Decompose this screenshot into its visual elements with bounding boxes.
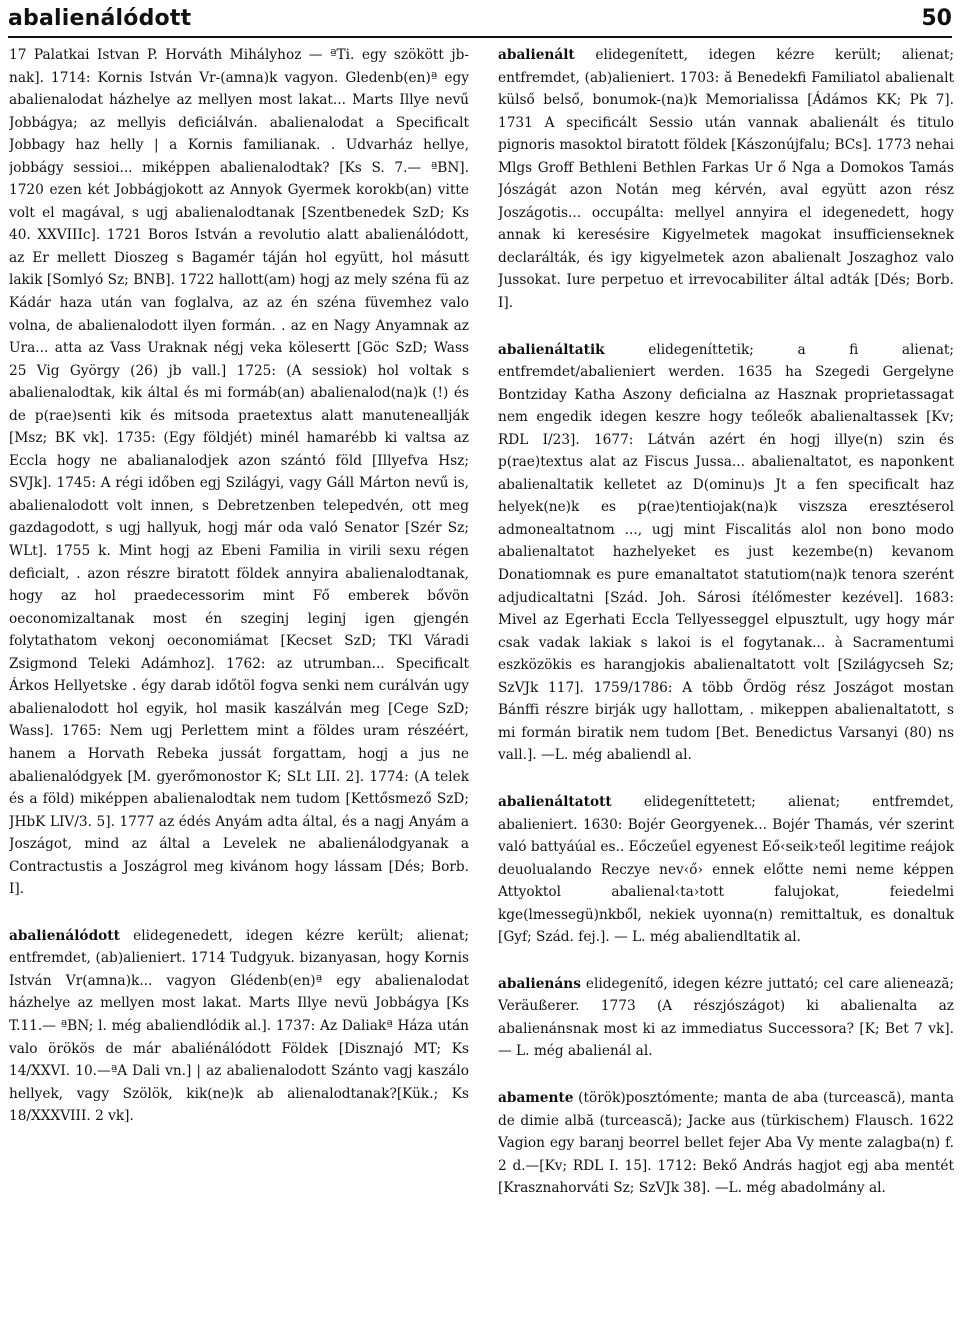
dictionary-entry [498, 791, 954, 949]
dictionary-entry [9, 925, 469, 1128]
entry-text: elidegeníttetett; alienat; entfremdet, abalieniert. 1630: Bojér Georgyenek... Bojér Thamás, vér szerint való battyáúal es.. Eőczeűel egyenest Eő‹seik›teől legitime reájok deuolualando Reczye nev‹ő› ennek előtte nemi neme képpen Attyoktol abalienal‹ta›tott falujokat, feiedelmi kge(lmessegü)nkből, nekiek uyonna(n) remittaltuk, es donaltuk [Gyf; Szád. fej.]. — L. még abaliendltatik al. [498, 793, 954, 946]
dictionary-entry [498, 973, 954, 1063]
left-column [9, 44, 469, 1324]
page-number: 50 [921, 5, 952, 31]
entry-text: elidegenített, idegen kézre került; alienat; entfremdet, (ab)alieniert. 1703: ă Benedekfi Familiatol abalienalt külső belső, bonumok-(na)k Memorialissa [Ádámos KK; Pk 7]. 1731 A specificált Sessio után vannak abalienált és titulo pignoris masoktol biratott földek [Kászonújfalu; BCs]. 1773 nehai Mlgs Groff Bethleni Bethlen Farkas Ur ő Nga a Domokos Tamás Jószágát azon Notán meg kérvén, aval együtt azon rész Joszágotis... occupálta: mellyel annyira el idegenedett, hogy annak ki keresésire Kigyelmetek magokat insufficienseknek declarálták, és igy kigyelmetek azon abalienalt Joszaghoz valo Jussokat. Iure perpetuo et irrevocabiliter által adták [Dés; Borb. I]. [498, 47, 954, 312]
page-header [8, 0, 952, 38]
running-headword: abalienálódott [8, 5, 192, 31]
entry-lemma: abamente [498, 1089, 574, 1106]
entry-lemma: abalienáltatott [498, 793, 612, 810]
entry-text: (török)posztómente; manta de aba (turcească), manta de dimie albă (turcească); Jacke aus (türkischem) Flausch. 1622 Vagion egy baranj beorrel bellet fejer Aba Vy mente zalagba(n) f. 2 d.—[Kv; RDL I. 15]. 1712: Bekő András hagjot egj aba mentét [Krasznahorváti Sz; SzVJk 38]. —L. még abadolmány al. [498, 1089, 954, 1197]
dictionary-entry [498, 1087, 954, 1200]
entry-text: elidegenítő, idegen kézre juttató; cel care alienează; Veräußerer. 1773 (A részjószágot) ki abalienalta az abalienánsnak most ki az immediatus Successora? [K; Bet 7 vk].— L. még abalienál al. [498, 975, 954, 1060]
entry-lemma: abalienáltatik [498, 341, 605, 358]
dictionary-entry-continuation [9, 44, 469, 901]
dictionary-entry [498, 44, 954, 315]
dictionary-entry [498, 339, 954, 767]
entry-text: elidegenedett, idegen kézre került; alienat; entfremdet, (ab)alieniert. 1714 Tudgyuk. bizanyasan, hogy Kornis István Vr(amna)k... vagyon Glédenb(en)ª egy abalienalodat házhelye az mellyen most lakat. Marts Illye nevü Jobbágya [Ks T.11.— ªBN; l. még abaliendlódik al.]. 1737: Az Daliakª Háza után valo örökös de már abaliénálódott Földek [Disznajó MT; Ks 14/XXVI. 10.—ªA Dali vn.] | az abalienalodott Szánto vagj kaszálo hellyek, vagy Szölök, kik(ne)k ab alienalodtanak?[Kük.; Ks 18/XXXVIII. 2 vk]. [9, 927, 469, 1125]
entry-lemma: abalienálódott [9, 927, 120, 944]
entry-lemma: abalienált [498, 47, 575, 63]
entry-lemma: abalienáns [498, 975, 581, 992]
entry-text: 17 Palatkai Istvan P. Horváth Mihályhoz — ªTi. egy szökött jb-nak]. 1714: Kornis István Vr-(amna)k vagyon. Gledenb(en)ª egy abalienalodat házhelye az mellyen most lakat... Marts Illye nevű Jobbágya; az mellyis deficiálván. abalienalodat a Specificalt Jobbagy haz helly | a Kornis familianak. . Udvarház hellye, jobbágy sessioi... miképpen abalienalodtak? [Ks S. 7.— ªBN]. 1720 ezen két Jobbágjokott az Annyok Gyermek korokb(an) vitte volt el magával, s ugj abalienalodtanak [Szentbenedek SzD; Ks 40. XXVIIIc]. 1721 Boros István a revolutio alatt abalienálódott, az Er mellett Dioszeg s Bagamér táján hol együtt, hol másutt lakik [Somlyó Sz; BNB]. 1722 hallott(am) hogj az mely széna fü az Kádár haza után van foglalva, az az én széna füvemhez valo volna, de abalienalodott ilyen formán. . az en Nagy Anyamnak az Ura... atta az Vass Uraknak négj veka kölesertt [Göc SzD; Wass 25 Vig György (26) jb vall.] 1725: (A sessiok) hol voltak s abalienalodtak, kik által és mi formáb(an) abalienalod(na)k (!) és de p(rae)senti kik és mitsoda praetextus alatt manuteneallják [Msz; BK vk]. 1735: (Egy földjét) minél hamarébb ki valtsa az Eccla hogy ne abalianalodjek azon szántó föld [Illyefva Hsz; SVJk]. 1745: A régi időben egj Szilágyi, vagy Gáll Márton nevű is, abalienalodott volt innen, s Debretzenben telepedvén, ott meg gazdagodott, s ugj hallyuk, hogj már oda való Senator [Szér Sz; WLt]. 1755 k. Mint hogj az Ebeni Familia in virili sexu régen deficialt, . azon részre biratott földek annyira abalienalodtanak, hogy az hol praedecessorim mint Fő emberek bővön oeconomizaltanak most én szeginj leginj igen gjengén folytathatom vekonj oeconomiámat [Kecset SzD; TKl Váradi Zsigmond Teleki Adámhoz]. 1762: az utrumban... Specificalt Árkos Hellyetske . égy darab időtöl fogva senki nem curálván ugy abalienalodott hol egyik, hol masik kaszálván meg [Cege SzD; Wass]. 1765: Nem ugj Perlettem mint a földes uram részéért, hanem a Horvath Rebeka jussát forgattam, hogj a jus ne abalienalódgyek [M. gyerőmonostor K; SLt LII. 2]. 1774: (A telek és a föld) miképpen abalienalodtak nem tudom [Kettősmező SzD; JHbK LIV/3. 5]. 1777 az édés Anyám adta által, és a nagj Anyám a Joszágot, mind az által a Levelek ne abalienálodgyanak a Contractustis a Joszágrol meg kivánom hogy lássam [Dés; Borb. I]. [9, 47, 469, 898]
right-column [498, 44, 954, 1324]
entry-text: elidegeníttetik; a fi alienat; entfremdet/abalieniert werden. 1635 ha Szegedi Gergelyne Bontziday Katha Aszony deficialna az Hasznak proprietassagat nem engedik idegen keszre hogy teőleők abalienaltassek [Kv; RDL I/23]. 1677: Látván azért én hogj illye(n) szin és p(rae)textus alat az Fiscus Jussa... abalienaltatot, es naponkent abalienaltatik kelletet az D(ominu)s Jt a fen specificalt haz helyek(ne)k es p(rae)tentiojak(na)k viszsza eresztéserol admonealtatnom ..., ugj mint Fiscalitás alol non bono modo abalienaltatot hazhelyeket es just kezembe(n) kevanom Donatiomnak es pure emanaltatot statutiom(na)k tenora szerént adjudicaltatni [Szád. Joh. Sárosi ítélőmester kezével]. 1683: Mivel az Egerhati Eccla Tellyesseggel elpusztult, ugy hogy már csak vadak lakiak s lakoi is el fogytanak... à Sacramentumi eszközökis es harangjokis abalienaltatott volt [Szilágycseh Sz; SzVJk 117]. 1759/1786: A több Őrdög rész Joszágot mostan Bánffi részre birják ugy hallottam, . mikeppen abalienaltatott, s mi formán biratik nem tudom [Bet. Benedictus Varsanyi (80) ns vall.]. —L. még abaliendl al. [498, 341, 954, 764]
